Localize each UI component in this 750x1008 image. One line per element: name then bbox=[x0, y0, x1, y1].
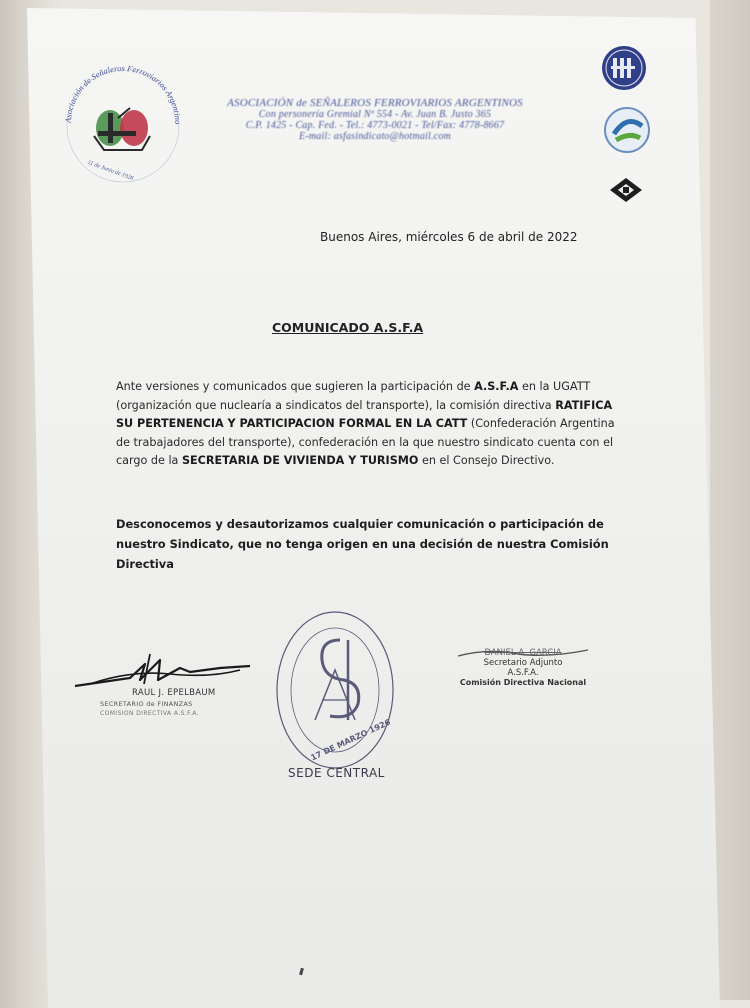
svg-text:17 DE MARZO 1926: 17 DE MARZO 1926 bbox=[309, 717, 392, 763]
signature-right bbox=[448, 648, 598, 708]
handwritten-signature-left bbox=[70, 650, 260, 690]
svg-text:11 de Junio de 1926: 11 de Junio de 1926 bbox=[86, 159, 135, 182]
address-line: Con personería Gremial Nº 554 - Av. Juan B. Justo 365 bbox=[258, 109, 492, 120]
signer-name-right: DANIEL A. GARCIA bbox=[484, 648, 562, 658]
signature-left bbox=[70, 650, 260, 730]
svg-text:Asociación de Señaleros Ferrov: Asociación de Señaleros Ferroviarios Argentino bbox=[62, 62, 184, 125]
affiliation-logos bbox=[596, 44, 660, 214]
union-logo-icon bbox=[596, 44, 656, 94]
signer-org-left: COMISION DIRECTIVA A.S.F.A. bbox=[100, 710, 199, 717]
document-title: COMUNICADO A.S.F.A bbox=[272, 320, 424, 335]
railway-emblem-icon bbox=[596, 170, 656, 210]
letterhead bbox=[190, 98, 560, 142]
paragraph-2: Desconocemos y desautorizamos cualquier comunicación o participación de nuestro Sindicato, que no tenga origen en una decisión de nuestra Comisión Directiva bbox=[116, 517, 609, 571]
central-stamp bbox=[270, 600, 400, 770]
signer-role-right: Secretario Adjunto bbox=[483, 658, 563, 668]
association-name: ASOCIACIÓN de SEÑALEROS FERROVIARIOS ARGENTINOS bbox=[227, 97, 523, 109]
signer-role-left: SECRETARIO de FINANZAS bbox=[100, 700, 193, 708]
signer-committee-right: Comisión Directiva Nacional bbox=[459, 678, 587, 687]
association-seal-logo bbox=[58, 58, 188, 188]
handwritten-signature-right bbox=[448, 646, 598, 660]
signer-org-right: A.S.F.A. bbox=[507, 668, 539, 678]
stamp-sede-label: SEDE CENTRAL bbox=[288, 766, 385, 780]
catt-logo-icon bbox=[596, 104, 656, 160]
signer-name-left: RAUL J. EPELBAUM bbox=[132, 688, 216, 698]
document-date: Buenos Aires, miércoles 6 de abril de 2022 bbox=[320, 230, 578, 244]
contact-line: C.P. 1425 - Cap. Fed. - Tel.: 4773-0021 - Tel/Fax: 4778-8667 bbox=[245, 120, 505, 131]
paragraph-1: Ante versiones y comunicados que sugieren la participación de A.S.F.A en la UGATT (organización que nuclearía a sindicatos del transporte), la comisión directiva RATIFICA SU PERTENENCIA Y PARTICIPACION FORMAL EN LA CATT (Confederación Argentina de trabajadores del transporte), confederación en la que nuestro sindicato cuenta con el cargo de la SECRETARIA DE VIVIENDA Y TURISMO en el Consejo Directivo. bbox=[116, 380, 615, 468]
email-line: E-mail: asfasindicato@hotmail.com bbox=[299, 131, 451, 142]
